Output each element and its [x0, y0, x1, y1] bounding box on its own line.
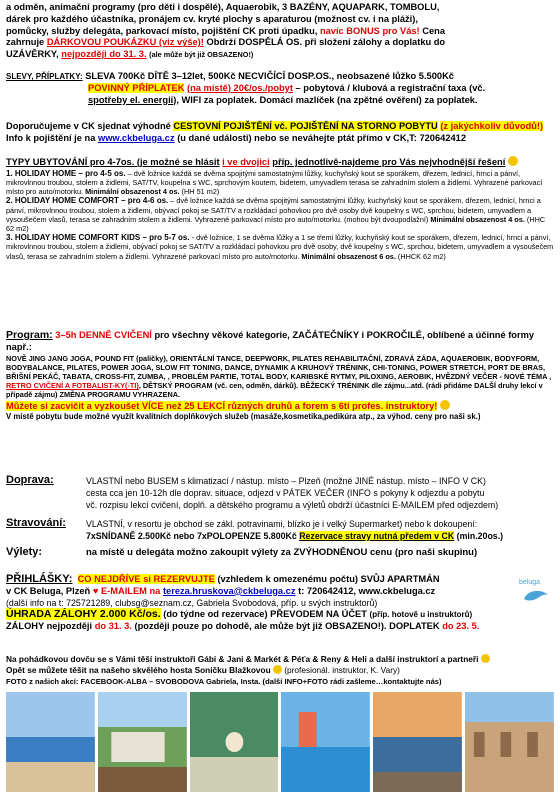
- insurance-line-1: [6, 121, 554, 145]
- intro-line-5: [6, 49, 554, 61]
- type-3-min: Minimální obsazenost 6 os.: [301, 251, 396, 261]
- doprava-line-3: vč. rozpisu lekcí cvičení, doplň. a dětského programu a výletů obdrží účastníci E-MAILEM před odjezdem): [86, 500, 499, 510]
- prihlasky-d3: DOPLATEK: [389, 621, 440, 632]
- type-3-size: (HHCK 62 m2): [397, 251, 446, 261]
- doprava-row: [6, 475, 554, 511]
- accommodation-title-a: TYPY UBYTOVÁNÍ pro 4-7os. (je možné se hlásit: [6, 157, 220, 167]
- prihlasky-pay-b: (příp. hotově u instruktorů): [369, 610, 473, 620]
- type-3: [6, 233, 554, 261]
- type-2: [6, 196, 554, 233]
- intro-line-4-start: zahrnuje: [6, 37, 45, 48]
- insurance-highlight: CESTOVNÍ POJIŠTĚNÍ vč. POJIŠTĚNÍ NA STORNO POBYTU: [173, 121, 438, 131]
- prihlasky-pay: [6, 609, 554, 621]
- program-retro: RETRO CVIČENÍ A FOTBALIST-KY(-TI): [6, 381, 139, 391]
- intro-block: [6, 2, 554, 61]
- logo-text: beluga: [519, 579, 541, 586]
- insurance-highlight-red: (z jakýchkoliv důvodů!): [440, 121, 544, 131]
- stravovani-block: [6, 518, 554, 542]
- program-list-text: NOVĚ JING JANG JOGA, POUND FIT (paličky), ORIENTÁLNÍ TANCE, DEEPWORK, PILATES REHABILITAČNÍ, ZDRAVÁ ZÁDA, AQUAEROBIK, BODYFORM, BODYBALANCE, PILATES, POWER JOGA, SLOW FIT TONING, DANCE, DYNAMIK A KRUHOVÝ TRÉNINK, CHI-TONING, POWER STRETCH, PORT DE BRAS, BŘIŠNÍ PEKÁČ, TABATA, CROSS-FIT, ZUMBA, , PROBLÉM PARTIE, TOTAL BODY, KARIBSKÉ RYTMY, PILOXING, AEROBIK, HVĚZDNÝ VEČER - NOVÉ TÉMA ,: [6, 353, 552, 381]
- slevy-line-1: [6, 71, 554, 83]
- type-1-head: 1. HOLIDAY HOME – pro 4-5 os.: [6, 168, 126, 178]
- prihlasky-a: (vzhledem k omezenému počtu) SVŮJ APARTMÁN: [217, 574, 440, 584]
- prihlasky-line-2: [6, 586, 554, 598]
- footer-line-1: [6, 654, 554, 665]
- photo-strip: [6, 692, 554, 792]
- slevy-block: [6, 71, 554, 106]
- prihlasky-pay-a: (do týdne od rezervace) PŘEVODEM NA ÚČET: [163, 609, 367, 620]
- prihlasky-d-r2: do 23. 5.: [442, 621, 480, 632]
- intro-line-3: [6, 26, 554, 38]
- vylety-row: [6, 547, 554, 559]
- type-1: [6, 169, 554, 197]
- type-3-body: - dvě ložnice, 1 se dvěma lůžky a 1 se třemi lůžky, kuchyňský kout se sporákem, dřezem, lednicí, hrnci a pánví, mikrovlnnou troubou, stolem a židlemi, obývací pokoj se SAT/TV a rozkládací pohovkou pro dvě osoby, dvě koupelny s WC, sprchou, bidetem, umyvadlem a vysoušečem vlasů, terasa se zahradním stolem a židlemi. Vyhrazené parkovací místo pro auto/motorku.: [6, 233, 554, 261]
- intro-line-1: a odměn, animační programy (pro děti i dospělé), Aquaerobik, 3 BAZÉNY, AQUAPARK, TOMBOLU,: [6, 2, 440, 12]
- accommodation-title-b: příp. jednotlivě-najdeme pro Vás nejvhodnější řešení: [272, 157, 506, 167]
- insurance-block: [6, 121, 554, 145]
- program-try-text: Můžete si zacvičit a vyzkoušet VÍCE než 25 LEKCÍ různých druhů a forem s 6ti profes. instruktory!: [6, 400, 438, 411]
- priplatek-amount: (na místě) 20€/os./pobyt: [187, 82, 293, 93]
- program-try: [6, 400, 554, 413]
- stravovani-text: [86, 518, 503, 542]
- deadline-label: UZÁVĚRKY,: [6, 49, 59, 60]
- beluga-logo: [518, 575, 552, 605]
- type-1-size: (HH 51 m2): [181, 187, 220, 197]
- prihlasky-label: PŘIHLÁŠKY:: [6, 573, 73, 585]
- prihlasky-b3: t: 720642412, www.ckbeluga.cz: [298, 585, 436, 596]
- doprava-line-1: VLASTNÍ nebo BUSEM s klimatizací / nástup. místo – Plzeň (možné JINÉ nástup. místo – INFO V CK): [86, 476, 486, 486]
- program-head: [6, 330, 554, 354]
- intro-line-3-text: pomůcky, služby delegáta, parkovací místo, pojištění CK proti úpadku,: [6, 25, 318, 36]
- heart-icon: ♥: [92, 585, 99, 596]
- program-label: Program:: [6, 329, 53, 341]
- footer-l1: Na pohádkovou dovču se s Vámi těší instruktoři Gábi & Jani & Markét & Péťa & Reny & Heli a další instruktorí a partneři: [6, 654, 479, 664]
- deadline-note: (ale může být již OBSAZENO!): [149, 50, 254, 60]
- photo-arena: [465, 692, 554, 792]
- slevy-text-2c: – pobytová / klubová a registrační taxa (vč.: [295, 82, 486, 93]
- footer-l3: FOTO z našich akcí: FACEBOOK-ALBA – SVOBODOVA Gabriela, Insta. (další INFO+FOTO rádi zašleme…kontaktujte nás): [6, 677, 442, 686]
- program-daily: 3–5h DENNĚ CVIČENÍ: [55, 330, 152, 340]
- vylety-block: [6, 547, 554, 559]
- prihlasky-deadline: [6, 621, 554, 633]
- smiley-icon: [440, 400, 450, 410]
- photo-houses: [98, 692, 187, 792]
- intro-line-4: [6, 37, 554, 49]
- intro-line-2: dárek pro každého účastníka, pronájem cv. kryté plochy s aparaturou (možnost cv. i na pláži),: [6, 13, 418, 24]
- footer-l2: Opět se můžete těšit na našeho skvělého hosta Soničku Blažkovou: [6, 665, 271, 675]
- type-2-head: 2. HOLIDAY HOME COMFORT – pro 4-6 os.: [6, 196, 169, 206]
- accommodation-title: [6, 156, 554, 169]
- insurance-c: (u dané události) nebo se neváhejte ptát přímo v CK,T: 720642412: [177, 132, 467, 143]
- prihlasky-d1: ZÁLOHY nejpozději: [6, 621, 93, 632]
- voucher-text: DÁRKOVOU POUKÁZKU (viz výše)!: [46, 37, 204, 48]
- slevy-text-3b: WIFI za poplatek. Domácí mazlíček (na zpětné ověření) za poplatek.: [181, 94, 478, 105]
- vylety-text: na místě u delegáta možno zakoupit výlety za ZVÝHODNĚNOU cenu (pro naši skupinu): [86, 547, 478, 558]
- footer-block: [6, 654, 554, 687]
- doprava-block: [6, 475, 554, 511]
- prihlasky-email[interactable]: tereza.hruskova@ckbeluga.cz: [162, 585, 296, 596]
- program-intro: pro všechny věkové kategorie, ZAČÁTEČNÍKY i POKROČILÉ, oblíbené a účinné formy např.:: [6, 330, 535, 352]
- stravovani-line-1: VLASTNÍ, v resortu je obchod se zákl. potravinami, blízko je i velký Supermarket) nebo k dokoupení:: [86, 519, 478, 529]
- stravovani-line-2b: (min.20os.): [456, 531, 504, 541]
- insurance-b: Info k pojištění je na: [6, 132, 96, 143]
- smiley-icon: [508, 156, 518, 166]
- program-change: ZMĚNA PROGRAMU VYHRAZENA.: [59, 390, 181, 400]
- slevy-text-1: SLEVA 700Kč DÍTĚ 3–12let, 500Kč NECVIČÍCÍ DOSP.OS., neobsazené lůžko 5.500Kč: [85, 71, 454, 81]
- type-2-body: – dvě ložnice každá se dvěma spojitými samostatnými lůžky, kuchyňský kout se sporákem, dřezem, lednicí, hrnci a pánví, mikrovlnnou troubou, stolem a židlemi, obývací pokoj se SAT/TV a rozkládací pohovkou pro dvě osoby dvě koupelny s WC, sprchou, bidetem, umyvadlem a vysoušečem vlasů, terasa se zahradním stolem a židlemi. Vyhrazené parkovací místo pro auto/motorku. (mohou být dvoupodlažní): [6, 196, 541, 224]
- povinny-priplatek: POVINNÝ PŘÍPLATEK: [88, 82, 185, 93]
- prihlasky-block: [6, 574, 554, 633]
- bonus-text: navíc BONUS pro Vás!: [319, 25, 420, 36]
- footer-l2b: (profesionál. instruktor, K. Vary): [284, 665, 400, 675]
- program-child: , DĚTSKÝ PROGRAM (vč. cen, odměn, dárků). BĚŽECKÝ TRÉNINK dle zájmu...atd. (rádi přidáme DALŠÍ druhy lekcí v případě zájmu): [6, 381, 543, 400]
- type-2-min: Minimální obsazenost 4 os.: [430, 214, 525, 224]
- photo-yoga: [190, 692, 279, 792]
- type-3-head: 3. HOLIDAY HOME COMFORT KIDS – pro 5-7 os.: [6, 233, 190, 243]
- prihlasky-highlight: CO NEJDŘÍVE si REZERVUJTE: [77, 574, 215, 584]
- program-block: [6, 330, 554, 422]
- doprava-text: [86, 475, 498, 511]
- photo-sea: [373, 692, 462, 792]
- prihlasky-line-1: [6, 574, 554, 586]
- photo-pool: [6, 692, 95, 792]
- vylety-label: Výlety:: [6, 546, 43, 558]
- prihlasky-b2: E-MAILEM na: [100, 585, 161, 596]
- deadline-date: nejpozději do 31. 3.: [61, 49, 147, 60]
- stravovani-reservation: Rezervace stravy nutná předem v CK: [299, 531, 455, 541]
- prihlasky-pay-highlight: ÚHRADA ZÁLOHY 2.000 Kč/os.: [6, 608, 161, 621]
- prihlasky-b1: v CK Beluga, Plzeň: [6, 585, 91, 596]
- type-1-body: – dvě ložnice každá se dvěma spojitými samostatnými lůžky, kuchyňský kout se sporákem, dřezem, lednicí, hrnci a pánví, mikrovlnnou troubou, stolem a židlemi, SAT/TV, koupelna s WC, sprchovým koutem, bidetem, umyvadlem terasa se zahradním stolem a židlemi. Vyhrazené parkovací místo pro auto/motorku.: [6, 168, 543, 197]
- footer-line-2: [6, 665, 554, 676]
- prihlasky-c: (další info na t: 725721289, clubsg@seznam.cz, Gabriela Svobodová, příp. u svých instruktorů): [6, 597, 378, 608]
- stravovani-label: Stravování:: [6, 517, 66, 529]
- doprava-label: Doprava:: [6, 474, 54, 486]
- slevy-line-3: [6, 95, 554, 107]
- accommodation-block: [6, 156, 554, 261]
- insurance-link[interactable]: www.ckbeluga.cz: [97, 132, 175, 143]
- type-2-size: (HHC 62 m2): [6, 214, 546, 234]
- insurance-a: Doporučujeme v CK sjednat výhodné: [6, 121, 171, 131]
- intro-line-3-end: Cena: [422, 25, 445, 36]
- prihlasky-d-r: do 31. 3.: [94, 621, 132, 632]
- accommodation-title-r: i ve dvojici: [222, 157, 270, 167]
- slevy-label: SLEVY, PŘÍPLATKY:: [6, 72, 83, 81]
- stravovani-row: [6, 518, 554, 542]
- photo-aquapark: [281, 692, 370, 792]
- smiley-icon: [273, 665, 282, 674]
- stravovani-line-2: [86, 530, 503, 542]
- program-place: V místě pobytu bude možné využít kvalitních doplňkových služeb (masáže,kosmetika,pedikúra atp., za výhod. ceny pro naši sk.): [6, 412, 481, 422]
- slevy-line-2: [6, 83, 554, 95]
- slevy-text-3a: spotřeby el. energii),: [88, 94, 179, 105]
- stravovani-line-2a: 7xSNÍDANĚ 2.500Kč nebo 7xPOLOPENZE 5.800Kč: [86, 531, 297, 541]
- intro-line-4-end: Obdrží DOSPĚLÁ OS. při složení zálohy a doplatku do: [206, 37, 446, 48]
- type-1-min: Minimální obsazenost 4 os.: [85, 187, 180, 197]
- program-list: [6, 354, 554, 400]
- whale-icon: [524, 591, 548, 601]
- smiley-icon: [481, 654, 490, 663]
- prihlasky-d2: (později pouze po dohodě, ale může být již OBSAZENO!).: [134, 621, 387, 632]
- doprava-line-2: cesta cca jen 10-12h dle doprav. situace, odjezd v PÁTEK VEČER (INFO s pokyny k odjezdu a pobytu: [86, 488, 485, 498]
